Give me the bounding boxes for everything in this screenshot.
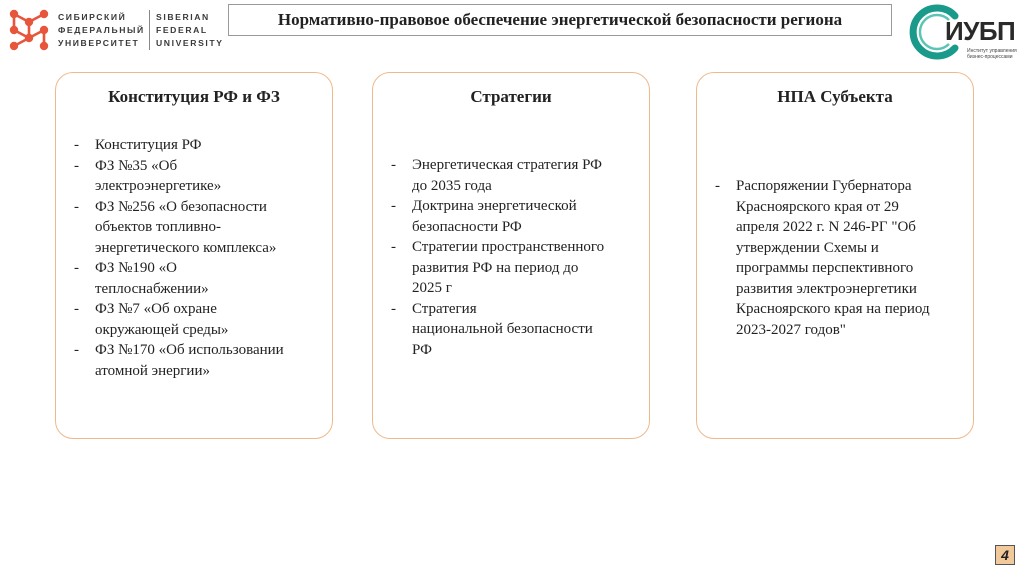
list-item <box>715 176 961 340</box>
list-item <box>74 340 320 381</box>
sfu-name-en <box>156 11 224 50</box>
bullet-dash: - <box>74 137 79 153</box>
list-item-line: развития электроэнергетики <box>736 280 917 297</box>
list-item-line: электроэнергетике» <box>95 178 222 194</box>
card-list <box>391 155 637 360</box>
list-item-line: Энергетическая стратегия РФ <box>412 157 603 173</box>
bullet-dash: - <box>391 157 396 173</box>
list-item-line: Доктрина энергетической <box>412 198 577 214</box>
sfu-en-line: UNIVERSITY <box>156 38 224 48</box>
list-item <box>391 155 637 196</box>
card-list <box>715 176 961 340</box>
bullet-dash: - <box>74 301 79 317</box>
list-item-line: ФЗ №256 «О безопасности <box>95 198 267 215</box>
card-title: Стратегии <box>470 87 552 106</box>
list-item-line: развития РФ на период до <box>412 259 579 276</box>
list-item-line: окружающей среды» <box>95 321 229 338</box>
list-item <box>74 135 320 156</box>
list-item-line: атомной энергии» <box>95 362 210 379</box>
page-number: 4 <box>995 545 1015 565</box>
sfu-ru-line: СИБИРСКИЙ <box>58 12 127 22</box>
list-item-line: объектов топливно- <box>95 219 221 235</box>
list-item <box>74 197 320 259</box>
list-item-line: ФЗ №190 «О <box>95 260 178 276</box>
list-item-line: утверждении Схемы и <box>736 239 879 256</box>
list-item <box>74 156 320 197</box>
bullet-dash: - <box>391 198 396 214</box>
bullet-dash: - <box>74 157 79 174</box>
bullet-dash: - <box>391 239 396 255</box>
list-item-line: Стратегия <box>412 300 477 317</box>
slide-title: Нормативно-правовое обеспечение энергетической безопасности региона <box>228 4 892 36</box>
list-item-line: апреля 2022 г. N 246-РГ "Об <box>736 219 916 235</box>
sfu-name-ru <box>58 11 145 50</box>
card-title: Конституция РФ и ФЗ <box>108 87 280 106</box>
list-item-line: Конституция РФ <box>95 137 202 153</box>
list-item-line: программы перспективного <box>736 260 914 276</box>
sfu-molecule-icon <box>6 6 52 54</box>
list-item-line: безопасности РФ <box>412 218 522 235</box>
list-item-line: 2025 г <box>412 280 452 296</box>
card-title: НПА Субъекта <box>777 87 893 106</box>
bullet-dash: - <box>74 198 79 215</box>
sfu-en-line: FEDERAL <box>156 25 208 35</box>
list-item-line: Красноярского края на период <box>736 301 930 317</box>
list-item-line: ФЗ №7 «Об охране <box>95 301 217 317</box>
list-item-line: Стратегии пространственного <box>412 239 605 255</box>
card-regional-acts <box>696 72 974 439</box>
card-list <box>74 135 320 381</box>
list-item <box>74 299 320 340</box>
list-item <box>391 196 637 237</box>
list-item <box>391 299 637 361</box>
list-item-line: 2023-2027 годов" <box>736 321 846 338</box>
list-item-line: Распоряжении Губернатора <box>736 178 912 194</box>
sfu-logo <box>6 6 224 54</box>
sfu-divider <box>149 10 150 50</box>
list-item-line: ФЗ №170 «Об использовании <box>95 342 284 358</box>
list-item-line: энергетического комплекса» <box>95 239 277 256</box>
list-item-line: национальной безопасности <box>412 321 593 337</box>
list-item-line: Красноярского края от 29 <box>736 198 899 215</box>
card-strategies <box>372 72 650 439</box>
list-item-line: ФЗ №35 «Об <box>95 157 178 174</box>
iubp-name: ИУБП <box>945 16 1016 46</box>
bullet-dash: - <box>715 178 720 194</box>
iubp-subtitle: Институт управления бизнес-процессами <box>967 48 1017 60</box>
iubp-logo <box>905 4 1021 60</box>
bullet-dash: - <box>391 300 396 317</box>
bullet-dash: - <box>74 260 79 276</box>
list-item-line: до 2035 года <box>412 177 492 194</box>
sfu-en-line: SIBERIAN <box>156 12 210 22</box>
sfu-ru-line: УНИВЕРСИТЕТ <box>58 38 140 48</box>
bullet-dash: - <box>74 342 79 358</box>
list-item <box>391 237 637 299</box>
card-federal-laws <box>55 72 333 439</box>
list-item-line: РФ <box>412 341 432 358</box>
list-item <box>74 258 320 299</box>
sfu-ru-line: ФЕДЕРАЛЬНЫЙ <box>58 25 145 35</box>
list-item-line: теплоснабжении» <box>95 280 209 297</box>
